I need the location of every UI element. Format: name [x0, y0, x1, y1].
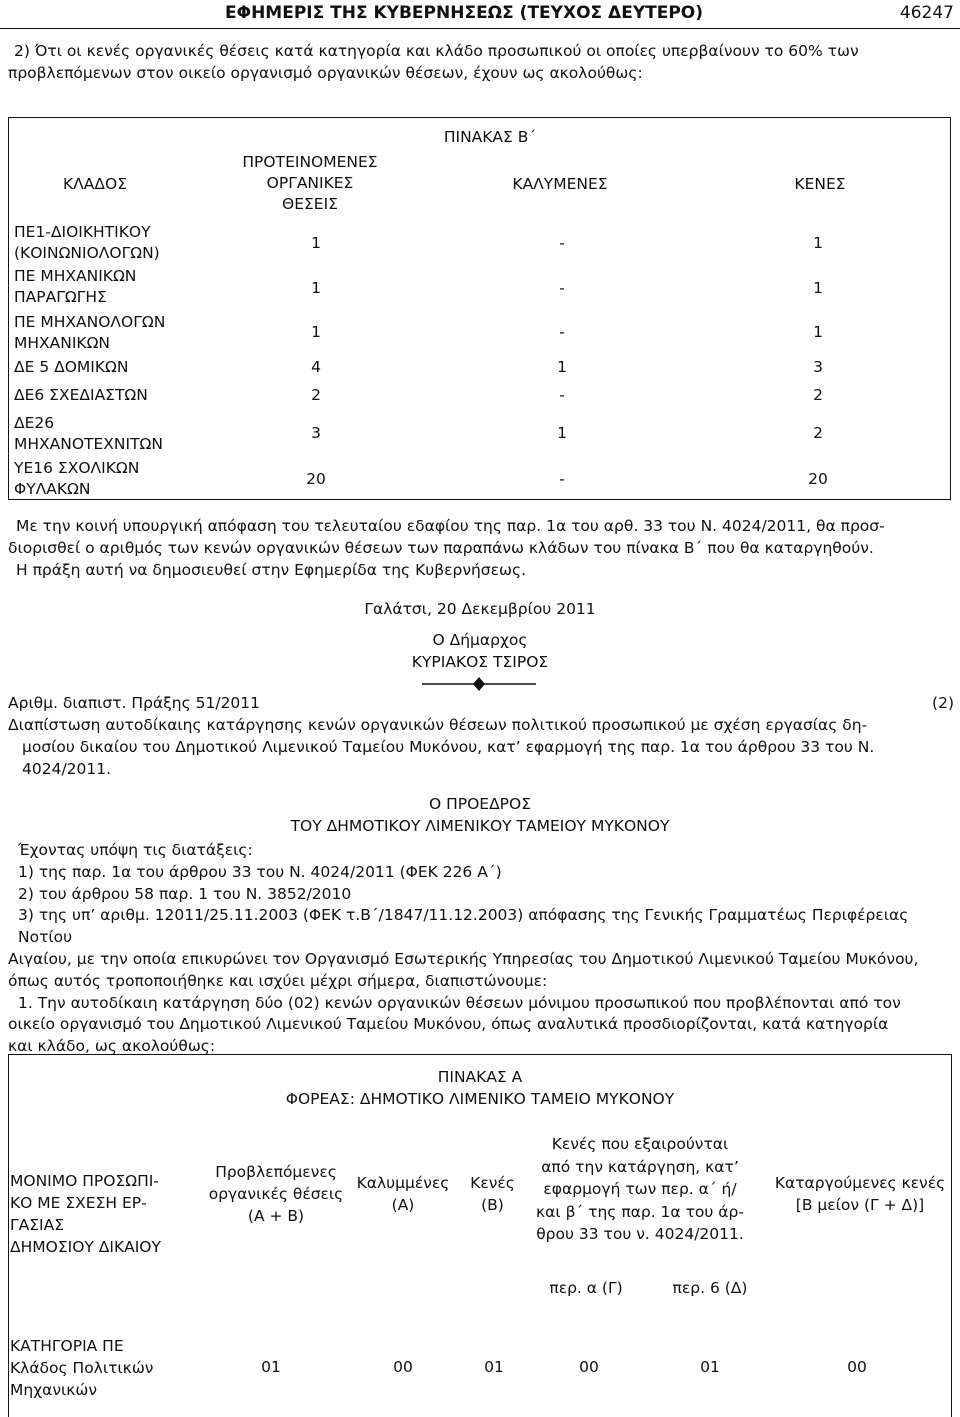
intro-line: 2) Ότι οι κενές οργανικές θέσεις κατά κατηγορία και κλάδο προσωπικού οι οποίες υπερβαίνουν το 60% των — [14, 42, 859, 60]
header-proposed: ΠΡΟΤΕΙΝΟΜΕΝΕΣ ΟΡΓΑΝΙΚΕΣ ΘΕΣΕΙΣ — [242, 153, 378, 213]
act-block: Αριθμ. διαπιστ. Πράξης 51/2011 (2) Διαπίστωση αυτοδίκαιης κατάργησης κενών οργανικών θέσεων πολιτικού προσωπικού με σχέση εργασίας δη- μοσίου δικαίου του Δημοτικού Λιμενικού Ταμείου Μυκόνου, κατ’ εφαρμογή της παρ. 1α του άρθρου 33 του Ν. 4024/2011. — [8, 694, 954, 778]
signatory-role: Ο Δήμαρχος — [432, 631, 528, 649]
header-vacant: ΚΕΝΕΣ — [794, 175, 846, 193]
header-kladros: ΚΛΑΔΟΣ — [63, 175, 127, 193]
table-a-title: ΠΙΝΑΚΑΣ Α — [437, 1068, 523, 1086]
table-a-col-abolished: Καταργούμενες κενές [Β μείον (Γ + Δ)] — [774, 1174, 946, 1214]
president-heading: Ο ΠΡΟΕΔΡΟΣ ΤΟΥ ΔΗΜΟΤΙΚΟΥ ΛΙΜΕΝΙΚΟΥ ΤΑΜΕΙΟΥ ΜΥΚΟΝΟΥ — [290, 795, 670, 835]
intro-paragraph — [8, 40, 952, 84]
act-title: Διαπίστωση αυτοδίκαιης κατάργησης κενών οργανικών θέσεων πολιτικού προσωπικού με σχέση εργασίας δη- — [8, 716, 868, 734]
diamond-separator-icon — [422, 677, 536, 691]
table-a-col-filled: Καλυμμένες (Α) — [356, 1174, 450, 1214]
page-number: 46247 — [899, 3, 954, 23]
intro-line: προβλεπόμενων στον οικείο οργανισμό οργανικών θέσεων, έχουν ως ακολούθως: — [8, 64, 643, 82]
table-a-subtitle: ΦΟΡΕΑΣ: ΔΗΜΟΤΙΚΟ ΛΙΜΕΝΙΚΟ ΤΑΜΕΙΟ ΜΥΚΟΝΟΥ — [285, 1090, 675, 1108]
act-sequence: (2) — [932, 694, 954, 712]
table-a-col-provisioned: Προβλεπόμενες οργανικές θέσεις (Α + Β) — [208, 1163, 344, 1225]
act-number: Αριθμ. διαπιστ. Πράξης 51/2011 — [8, 694, 261, 712]
header-filled: ΚΑΛΥΜΕΝΕΣ — [512, 175, 608, 193]
signatory-name: ΚΥΡΙΑΚΟΣ ΤΣΙΡΟΣ — [411, 653, 549, 671]
page-header — [0, 0, 960, 29]
place-date: Γαλάτσι, 20 Δεκεμβρίου 2011 — [364, 600, 596, 618]
table-a-col-category: ΜΟΝΙΜΟ ΠΡΟΣΩΠΙ- ΚΟ ΜΕ ΣΧΕΣΗ ΕΡ- ΓΑΣΙΑΣ ΔΗΜΟΣΙΟΥ ΔΙΚΑΙΟΥ — [10, 1172, 161, 1256]
provisions-block: Έχοντας υπόψη τις διατάξεις: 1) της παρ. 1α του άρθρου 33 του Ν. 4024/2011 (ΦΕΚ 226 Α΄) 2) του άρθρου 58 παρ. 1 του Ν. 3852/2010 3) της υπ’ αριθμ. 12011/25.11.2003 (ΦΕΚ τ.Β΄/1847/11.12.2003) απόφασης της Γενικής Γραμματέως Περιφέρειας Νοτίου Αιγαίου, με την οποία επικυρώνει τον Οργανισμό Εσωτερικής Υπηρεσίας του Δημοτικού Λιμενικού Ταμείου Μυκόνου, όπως αυτός τροποποιήθηκε και ισχύει μέχρι σήμερα, διαπιστώνουμε: 1. Την αυτοδίκαιη κατάργηση δύο (02) κενών οργανικών θέσεων μόνιμου προσωπικού που προβλέπονται από τον οικείο οργανισμό του Δημοτικού Λιμενικού Ταμείου Μυκόνου, όπως αναλυτικά προσδιορίζονται, κατά κατηγορία και κλάδο, ως ακολούθως: — [8, 841, 919, 1056]
table-a-col-vacant: Κενές (Β) — [470, 1174, 515, 1214]
signature-block — [0, 598, 960, 673]
table-a-col-exempt: Κενές που εξαιρούνται από την κατάργηση, κατ’ εφαρμογή των περ. α΄ ή/ και β΄ της παρ. 1α του άρ- θρου 33 του ν. 4024/2011. — [536, 1135, 744, 1243]
gazette-title: ΕΦΗΜΕΡΙΣ ΤΗΣ ΚΥΒΕΡΝΗΣΕΩΣ (ΤΕΥΧΟΣ ΔΕΥΤΕΡΟ) — [225, 3, 704, 23]
table-b-title: ΠΙΝΑΚΑΣ Β΄ — [443, 128, 537, 146]
closing-paragraph: Με την κοινή υπουργική απόφαση του τελευταίου εδαφίου της παρ. 1α του αρθ. 33 του Ν. 4024/2011, θα προσ- διορισθεί ο αριθμός των κενών οργανικών θέσεων των παραπάνω κλάδων του πίνακα Β΄ που θα καταργηθούν. Η πράξη αυτή να δημοσιευθεί στην Εφημερίδα της Κυβερνήσεως. — [8, 517, 885, 579]
table-a-col-exempt-a: περ. α (Γ) — [549, 1279, 623, 1297]
table-a-col-exempt-b: περ. 6 (Δ) — [672, 1279, 748, 1297]
